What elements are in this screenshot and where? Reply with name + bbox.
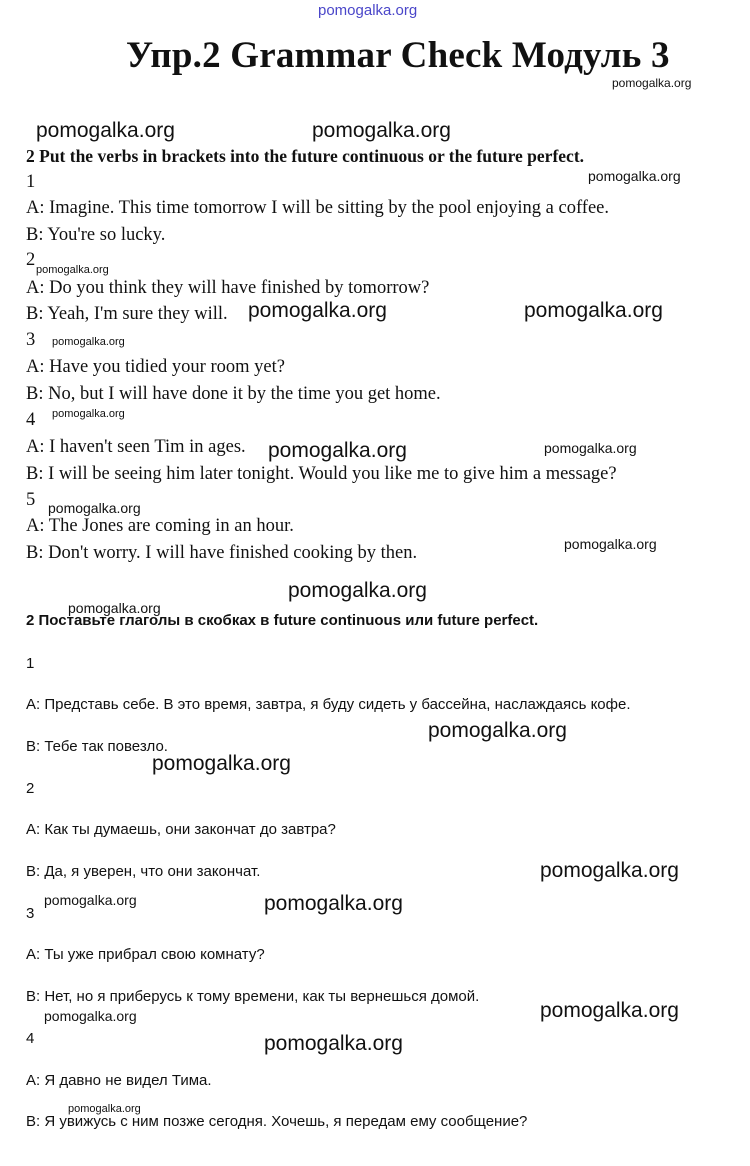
watermark-top: pomogalka.org xyxy=(318,2,418,19)
watermark: pomogalka.org xyxy=(288,579,427,602)
watermark: pomogalka.org xyxy=(68,1103,141,1115)
dialogue-line-a: A: Представь себе. В это время, завтра, я буду сидеть у бассейна, наслаждаясь кофе. xyxy=(26,696,631,713)
item-number: 4 xyxy=(26,1030,35,1047)
watermark: pomogalka.org xyxy=(524,299,663,322)
dialogue-line-b: B: Don't worry. I will have finished cooking by then. xyxy=(26,543,418,563)
watermark: pomogalka.org xyxy=(248,299,387,322)
dialogue-line-a: A: Я давно не видел Тима. xyxy=(26,1072,212,1089)
dialogue-line-a: A: I haven't seen Tim in ages. xyxy=(26,437,246,457)
english-task-heading: 2 Put the verbs in brackets into the future continuous or the future perfect. xyxy=(26,146,585,166)
watermark: pomogalka.org xyxy=(68,600,161,616)
dialogue-line-a: A: Have you tidied your room yet? xyxy=(26,357,285,377)
item-number: 2 xyxy=(26,780,35,797)
item-number: 3 xyxy=(26,330,36,350)
dialogue-line-b: B: I will be seeing him later tonight. Would you like me to give him a message? xyxy=(26,464,617,484)
watermark: pomogalka.org xyxy=(428,719,567,742)
watermark: pomogalka.org xyxy=(36,264,109,276)
dialogue-line-a: A: Ты уже прибрал свою комнату? xyxy=(26,946,265,963)
watermark: pomogalka.org xyxy=(540,859,679,882)
dialogue-line-b: B: No, but I will have done it by the time you get home. xyxy=(26,384,441,404)
dialogue-line-a: A: The Jones are coming in an hour. xyxy=(26,516,294,536)
watermark: pomogalka.org xyxy=(544,440,637,456)
dialogue-line-b: B: Тебе так повезло. xyxy=(26,738,168,755)
watermark: pomogalka.org xyxy=(36,119,175,142)
dialogue-line-b: B: You're so lucky. xyxy=(26,225,166,245)
russian-task-heading: 2 Поставьте глаголы в скобках в future continuous или future perfect. xyxy=(26,612,539,629)
watermark: pomogalka.org xyxy=(540,999,679,1022)
watermark: pomogalka.org xyxy=(312,119,451,142)
watermark: pomogalka.org xyxy=(44,1008,137,1024)
item-number: 2 xyxy=(26,250,36,270)
watermark: pomogalka.org xyxy=(52,408,125,420)
dialogue-line-a: A: Как ты думаешь, они закончат до завтра? xyxy=(26,821,336,838)
watermark: pomogalka.org xyxy=(264,1032,403,1055)
watermark: pomogalka.org xyxy=(264,892,403,915)
dialogue-line-a: A: Do you think they will have finished by tomorrow? xyxy=(26,278,430,298)
item-number: 1 xyxy=(26,655,35,672)
dialogue-line-b: B: Я увижусь с ним позже сегодня. Хочешь, я передам ему сообщение? xyxy=(26,1113,528,1130)
watermark: pomogalka.org xyxy=(44,892,137,908)
watermark: pomogalka.org xyxy=(152,752,291,775)
dialogue-line-b: B: Нет, но я приберусь к тому времени, как ты вернешься домой. xyxy=(26,988,480,1005)
watermark: pomogalka.org xyxy=(564,536,657,552)
watermark: pomogalka.org xyxy=(52,336,125,348)
item-number: 4 xyxy=(26,410,36,430)
item-number: 3 xyxy=(26,905,35,922)
watermark: pomogalka.org xyxy=(48,500,141,516)
dialogue-line-b: B: Yeah, I'm sure they will. xyxy=(26,304,228,324)
page-title: Упр.2 Grammar Check Модуль 3 xyxy=(126,35,670,76)
watermark-title: pomogalka.org xyxy=(612,76,692,90)
dialogue-line-a: A: Imagine. This time tomorrow I will be sitting by the pool enjoying a coffee. xyxy=(26,198,609,218)
watermark: pomogalka.org xyxy=(588,168,681,184)
item-number: 5 xyxy=(26,490,36,510)
dialogue-line-b: B: Да, я уверен, что они закончат. xyxy=(26,863,261,880)
watermark: pomogalka.org xyxy=(268,439,407,462)
item-number: 1 xyxy=(26,172,36,192)
